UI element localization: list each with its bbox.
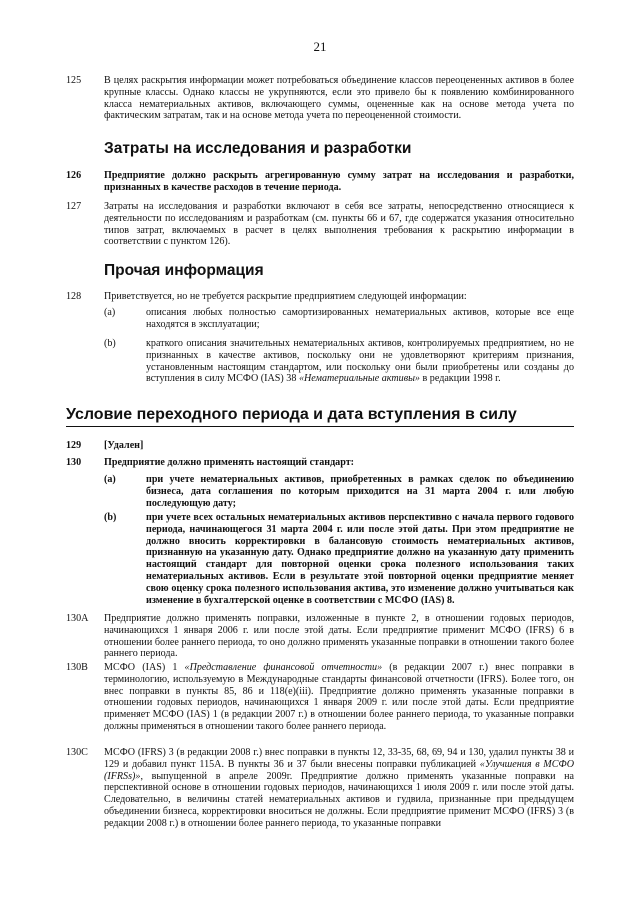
paragraph-number: 130: [66, 457, 82, 468]
page-number: 21: [313, 39, 327, 54]
paragraph-text: [104, 662, 574, 733]
heading-other-information: Прочая информация: [104, 262, 264, 279]
subitem-label: (a): [104, 474, 116, 485]
paragraph-text-start: МСФО (IFRS) 3 (в редакции 2008 г.) внес поправки в пункты 12, 33-35, 68, 69, 94 и 130, удалил пункты 38 и 129 и добавил пункт 115A. В пункты 36 и 37 были внесены поправки публикацией: [104, 747, 574, 770]
paragraph-text-italic: «Улучшения в МСФО (IFRSs)»: [104, 758, 574, 782]
paragraph-number: 130A: [66, 613, 89, 624]
paragraph-129: [66, 440, 574, 452]
paragraph-text: В целях раскрытия информации может потребоваться объединение классов переоцененных активов в более крупные классы. Однако классы не укрупняются, если это привело бы к появлению комбинированного класса нематериальных активов, включающего суммы, оцененные как на основе метода учета по фактическим затратам, так и на основе метода учета по переоцененной стоимости.: [104, 75, 574, 122]
paragraph-number: 125: [66, 75, 82, 86]
heading-research-development: Затраты на исследования и разработки: [104, 140, 412, 157]
paragraph-text: Приветствуется, но не требуется раскрытие предприятием следующей информации:: [104, 291, 467, 302]
subitem-text: при учете всех остальных нематериальных активов перспективно с начала первого годового периода, начинающегося 31 марта 2004 г. или после этой даты. При этом предприятие не должно вносить корректировки в балансовую стоимость нематериальных активов, признанную на указанную дату. Однако предприятие должно на указанную дату применить настоящий стандарт для повторной оценки срока полезного использования таких нематериальных активов. Если в результате этой повторной оценки предприятие меняет свою оценку срока полезного использования актива, это изменение должно учитываться как изменение в бухгалтерской оценке в соответствии с МСФО (IAS) 8.: [146, 512, 574, 606]
paragraph-text-end: , выпущенной в апреле 2009г. Предприятие должно применять указанные поправки на перспективной основе в отношении годовых периодов, начинающихся 1 июля 2009 г. или после этой даты. Следовательно, в величины статей нематериальных активов и гудвила, признанные при предыдущем объединении бизнеса, корректировки вноситься не должны. Если предприятие применит МСФО (IFRS) 3 (в редакции 2008 г.) в отношении более раннего периода, то указанные поправки: [104, 770, 574, 829]
subitem-text: описания любых полностью самортизированных нематериальных активов, которые все еще находятся в эксплуатации;: [146, 307, 574, 330]
paragraph-127: [66, 201, 574, 248]
paragraph-text: [104, 747, 574, 830]
paragraph-130b: [66, 662, 574, 733]
subitem-128b: [104, 338, 574, 385]
subitem-text-end: в редакции 1998 г.: [419, 373, 501, 385]
subitem-text-main: краткого описания значительных нематериальных активов, контролируемых предприятием, но не признанных в качестве активов, поскольку они не удовлетворяют критериям признания, установленным настоящим стандартом, или поскольку они были приобретены или созданы до вступления в силу МСФО (IAS) 38: [146, 338, 574, 385]
subitem-128a: [104, 307, 574, 331]
subitem-text: [146, 338, 574, 385]
subitem-label: (a): [104, 307, 116, 318]
subitem-130b: [104, 512, 574, 606]
paragraph-number: 130B: [66, 662, 88, 673]
subitem-label: (b): [104, 512, 117, 523]
paragraph-130a: [66, 613, 574, 660]
subitem-label: (b): [104, 338, 116, 349]
paragraph-130c: [66, 747, 574, 830]
paragraph-number: 128: [66, 291, 82, 302]
paragraph-text: Предприятие должно применять настоящий стандарт:: [104, 457, 355, 468]
paragraph-text-start: МСФО (IAS) 1: [104, 662, 185, 673]
paragraph-text: Предприятие должно раскрыть агрегированную сумму затрат на исследования и разработки, признанных в качестве расходов в течение периода.: [104, 170, 574, 193]
paragraph-number: 129: [66, 440, 82, 451]
paragraph-text-end: (в редакции 2007 г.) внес поправки в терминологию, используемую в Международные стандарты финансовой отчетности (IFRS). Более того, он внес поправки в пункты 85, 86 и 118(e)(iii). Предприятие должно применять указанные поправки в отношении годовых периодов, начинающихся 1 января 2009 г. или после этой даты. Если предприятие применяет МСФО (IAS) 1 (в редакции 2007 г.) в отношении более раннего периода, то указанные поправки должны применяться в отношении такого более раннего периода.: [104, 662, 574, 732]
paragraph-text: Предприятие должно применять поправки, изложенные в пункте 2, в отношении годовых периодов, начинающихся 1 января 2006 г. или после этой даты. Если предприятие применит МСФО (IFRS) 6 в отношении более раннего периода, то оно должно применять указанные поправки в отношении такого более раннего периода.: [104, 613, 574, 660]
paragraph-128: [66, 291, 574, 303]
paragraph-text: Затраты на исследования и разработки включают в себя все затраты, непосредственно относящиеся к деятельности по исследованиям и разработкам (см. пункты 66 и 67, где содержатся указания относительно типов затрат, включаемых в расчет в целях выполнения требования к раскрытию информации в соответствии с пунктом 126).: [104, 201, 574, 248]
paragraph-number: 127: [66, 201, 82, 212]
paragraph-text-italic: «Представление финансовой отчетности»: [184, 662, 383, 673]
subitem-text-italic: «Нематериальные активы»: [298, 373, 420, 385]
section-heading-transition: Условие переходного периода и дата вступления в силу: [66, 406, 574, 427]
paragraph-125: [66, 75, 574, 122]
paragraph-126: [66, 170, 574, 194]
paragraph-number: 126: [66, 170, 82, 181]
subitem-text: при учете нематериальных активов, приобретенных в рамках сделок по объединению бизнеса, дата соглашения по которым приходится на 31 марта 2004 г. или любую последующую дату;: [146, 474, 574, 509]
paragraph-text: [Удален]: [104, 440, 144, 451]
paragraph-130: [66, 457, 574, 469]
paragraph-number: 130C: [66, 747, 88, 758]
subitem-130a: [104, 474, 574, 509]
